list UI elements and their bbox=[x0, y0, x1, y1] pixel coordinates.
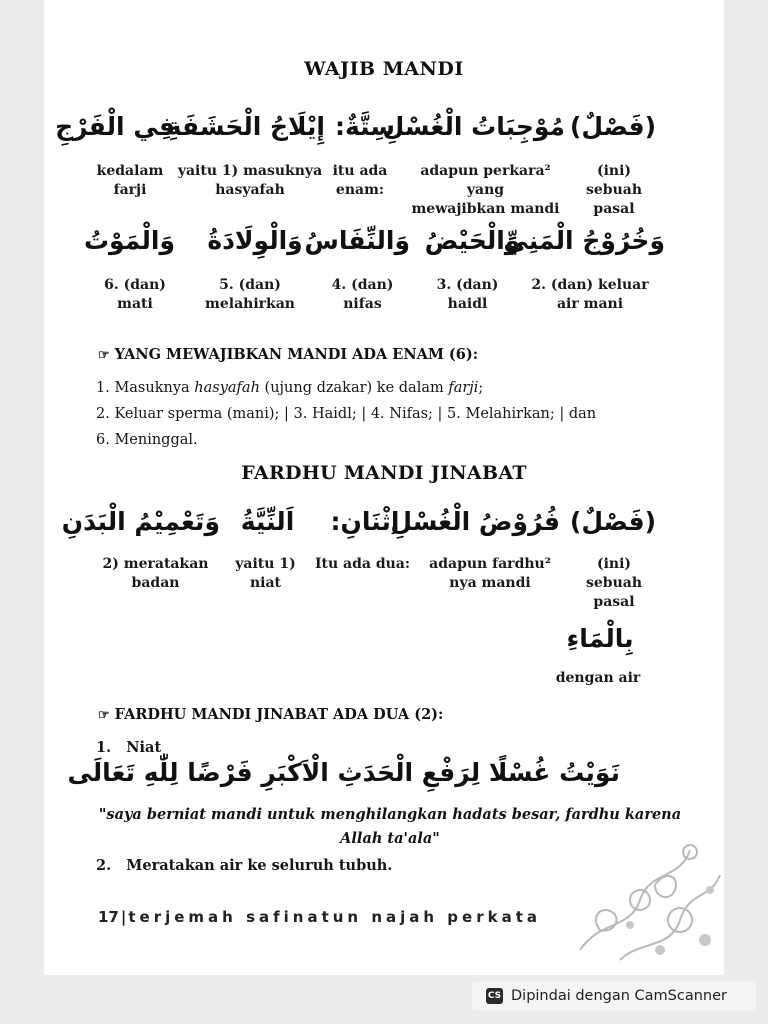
arabic-word: مُوْجِبَاتُ الْغُسْلِ bbox=[382, 112, 565, 141]
translation-gloss: itu ada enam: bbox=[332, 163, 388, 198]
translation-gloss: 2) meratakan badan bbox=[102, 556, 209, 591]
arabic-word: فُرُوْضُ الْغُسْلِ bbox=[390, 507, 560, 536]
arabic-word: وَالْوِلَادَةُ bbox=[207, 226, 303, 255]
camscanner-label: Dipindai dengan CamScanner bbox=[511, 988, 728, 1004]
floral-ornament-icon bbox=[560, 830, 725, 970]
arabic-word: سِتَّةٌ: bbox=[335, 112, 395, 141]
arabic-word: وَالنِّفَاسُ bbox=[304, 226, 410, 255]
translation-gloss: 4. (dan) nifas bbox=[331, 277, 394, 312]
translation-gloss: kedalam farji bbox=[96, 163, 164, 198]
list-item-niat: 1. Niat bbox=[96, 739, 162, 756]
arabic-word: إِيْلَاجُ الْحَشَفَةِ bbox=[166, 112, 325, 141]
translation-gloss: adapun fardhu² nya mandi bbox=[429, 556, 551, 591]
niat-arabic-text: نَوَيْتُ غُسْلًا لِرَفْعِ الْحَدَثِ الْاَكْبَرِ فَرْضًا لِلّٰهِ تَعَالَى bbox=[67, 758, 620, 787]
section-title-wajib-mandi: WAJIB MANDI bbox=[304, 58, 464, 80]
subheading-fardhu-mandi: ☞ FARDHU MANDI JINABAT ADA DUA (2): bbox=[98, 706, 444, 723]
translation-gloss: adapun perkara² yang mewajibkan mandi bbox=[411, 163, 560, 217]
subheading-mewajibkan-mandi: ☞ YANG MEWAJIBKAN MANDI ADA ENAM (6): bbox=[98, 346, 479, 363]
list-mewajibkan-mandi bbox=[96, 375, 676, 453]
arabic-word: وَخُرُوْجُ الْمَنِيِّ bbox=[503, 226, 665, 255]
translation-gloss: 6. (dan) mati bbox=[104, 277, 166, 312]
translation-gloss: Itu ada dua: bbox=[314, 556, 411, 572]
list-item: 1. Masuknya hasyafah (ujung dzakar) ke dalam farji; bbox=[96, 380, 484, 396]
arabic-word: اِثْنَانِ: bbox=[330, 507, 400, 536]
translation-gloss: dengan air bbox=[555, 670, 641, 686]
list-item: 6. Meninggal. bbox=[96, 432, 198, 448]
hand-pointer-icon: ☞ bbox=[98, 708, 110, 723]
translation-gloss: (ini) sebuah pasal bbox=[585, 163, 642, 217]
arabic-word: وَتَعْمِيْمُ الْبَدَنِ bbox=[61, 507, 220, 536]
niat-translation-quote: "saya berniat mandi untuk menghilangkan hadats besar, fardhu karena Allah ta'ala" bbox=[98, 806, 682, 847]
arabic-word: فِي الْفَرْجِ bbox=[55, 112, 175, 141]
page-footer: 17 | terjemah safinatun najah perkata bbox=[98, 908, 542, 926]
translation-gloss: (ini) sebuah pasal bbox=[585, 556, 642, 610]
arabic-word: اَلنِّيَّةُ bbox=[240, 507, 295, 536]
translation-gloss: yaitu 1) masuknya hasyafah bbox=[177, 163, 323, 198]
translation-gloss: 5. (dan) melahirkan bbox=[205, 277, 295, 312]
arabic-word: (فَصْلٌ) bbox=[569, 507, 657, 536]
translation-gloss: 2. (dan) keluar air mani bbox=[531, 277, 649, 312]
list-item: 2. Keluar sperma (mani); | 3. Haidl; | 4. Nifas; | 5. Melahirkan; | dan bbox=[96, 406, 597, 422]
arabic-word: وَالْحَيْضُ bbox=[424, 226, 521, 255]
camscanner-logo-icon: CS bbox=[486, 988, 503, 1004]
hand-pointer-icon: ☞ bbox=[98, 348, 110, 363]
arabic-word: (فَصْلٌ) bbox=[569, 112, 657, 141]
translation-gloss: 3. (dan) haidl bbox=[436, 277, 499, 312]
list-item-meratakan: 2. Meratakan air ke seluruh tubuh. bbox=[96, 857, 393, 874]
arabic-word: وَالْمَوْتُ bbox=[83, 226, 175, 255]
translation-gloss: yaitu 1) niat bbox=[235, 556, 296, 591]
camscanner-watermark bbox=[472, 982, 756, 1010]
arabic-word: بِالْمَاءِ bbox=[566, 624, 634, 653]
section-title-fardhu-mandi: FARDHU MANDI JINABAT bbox=[241, 462, 527, 484]
